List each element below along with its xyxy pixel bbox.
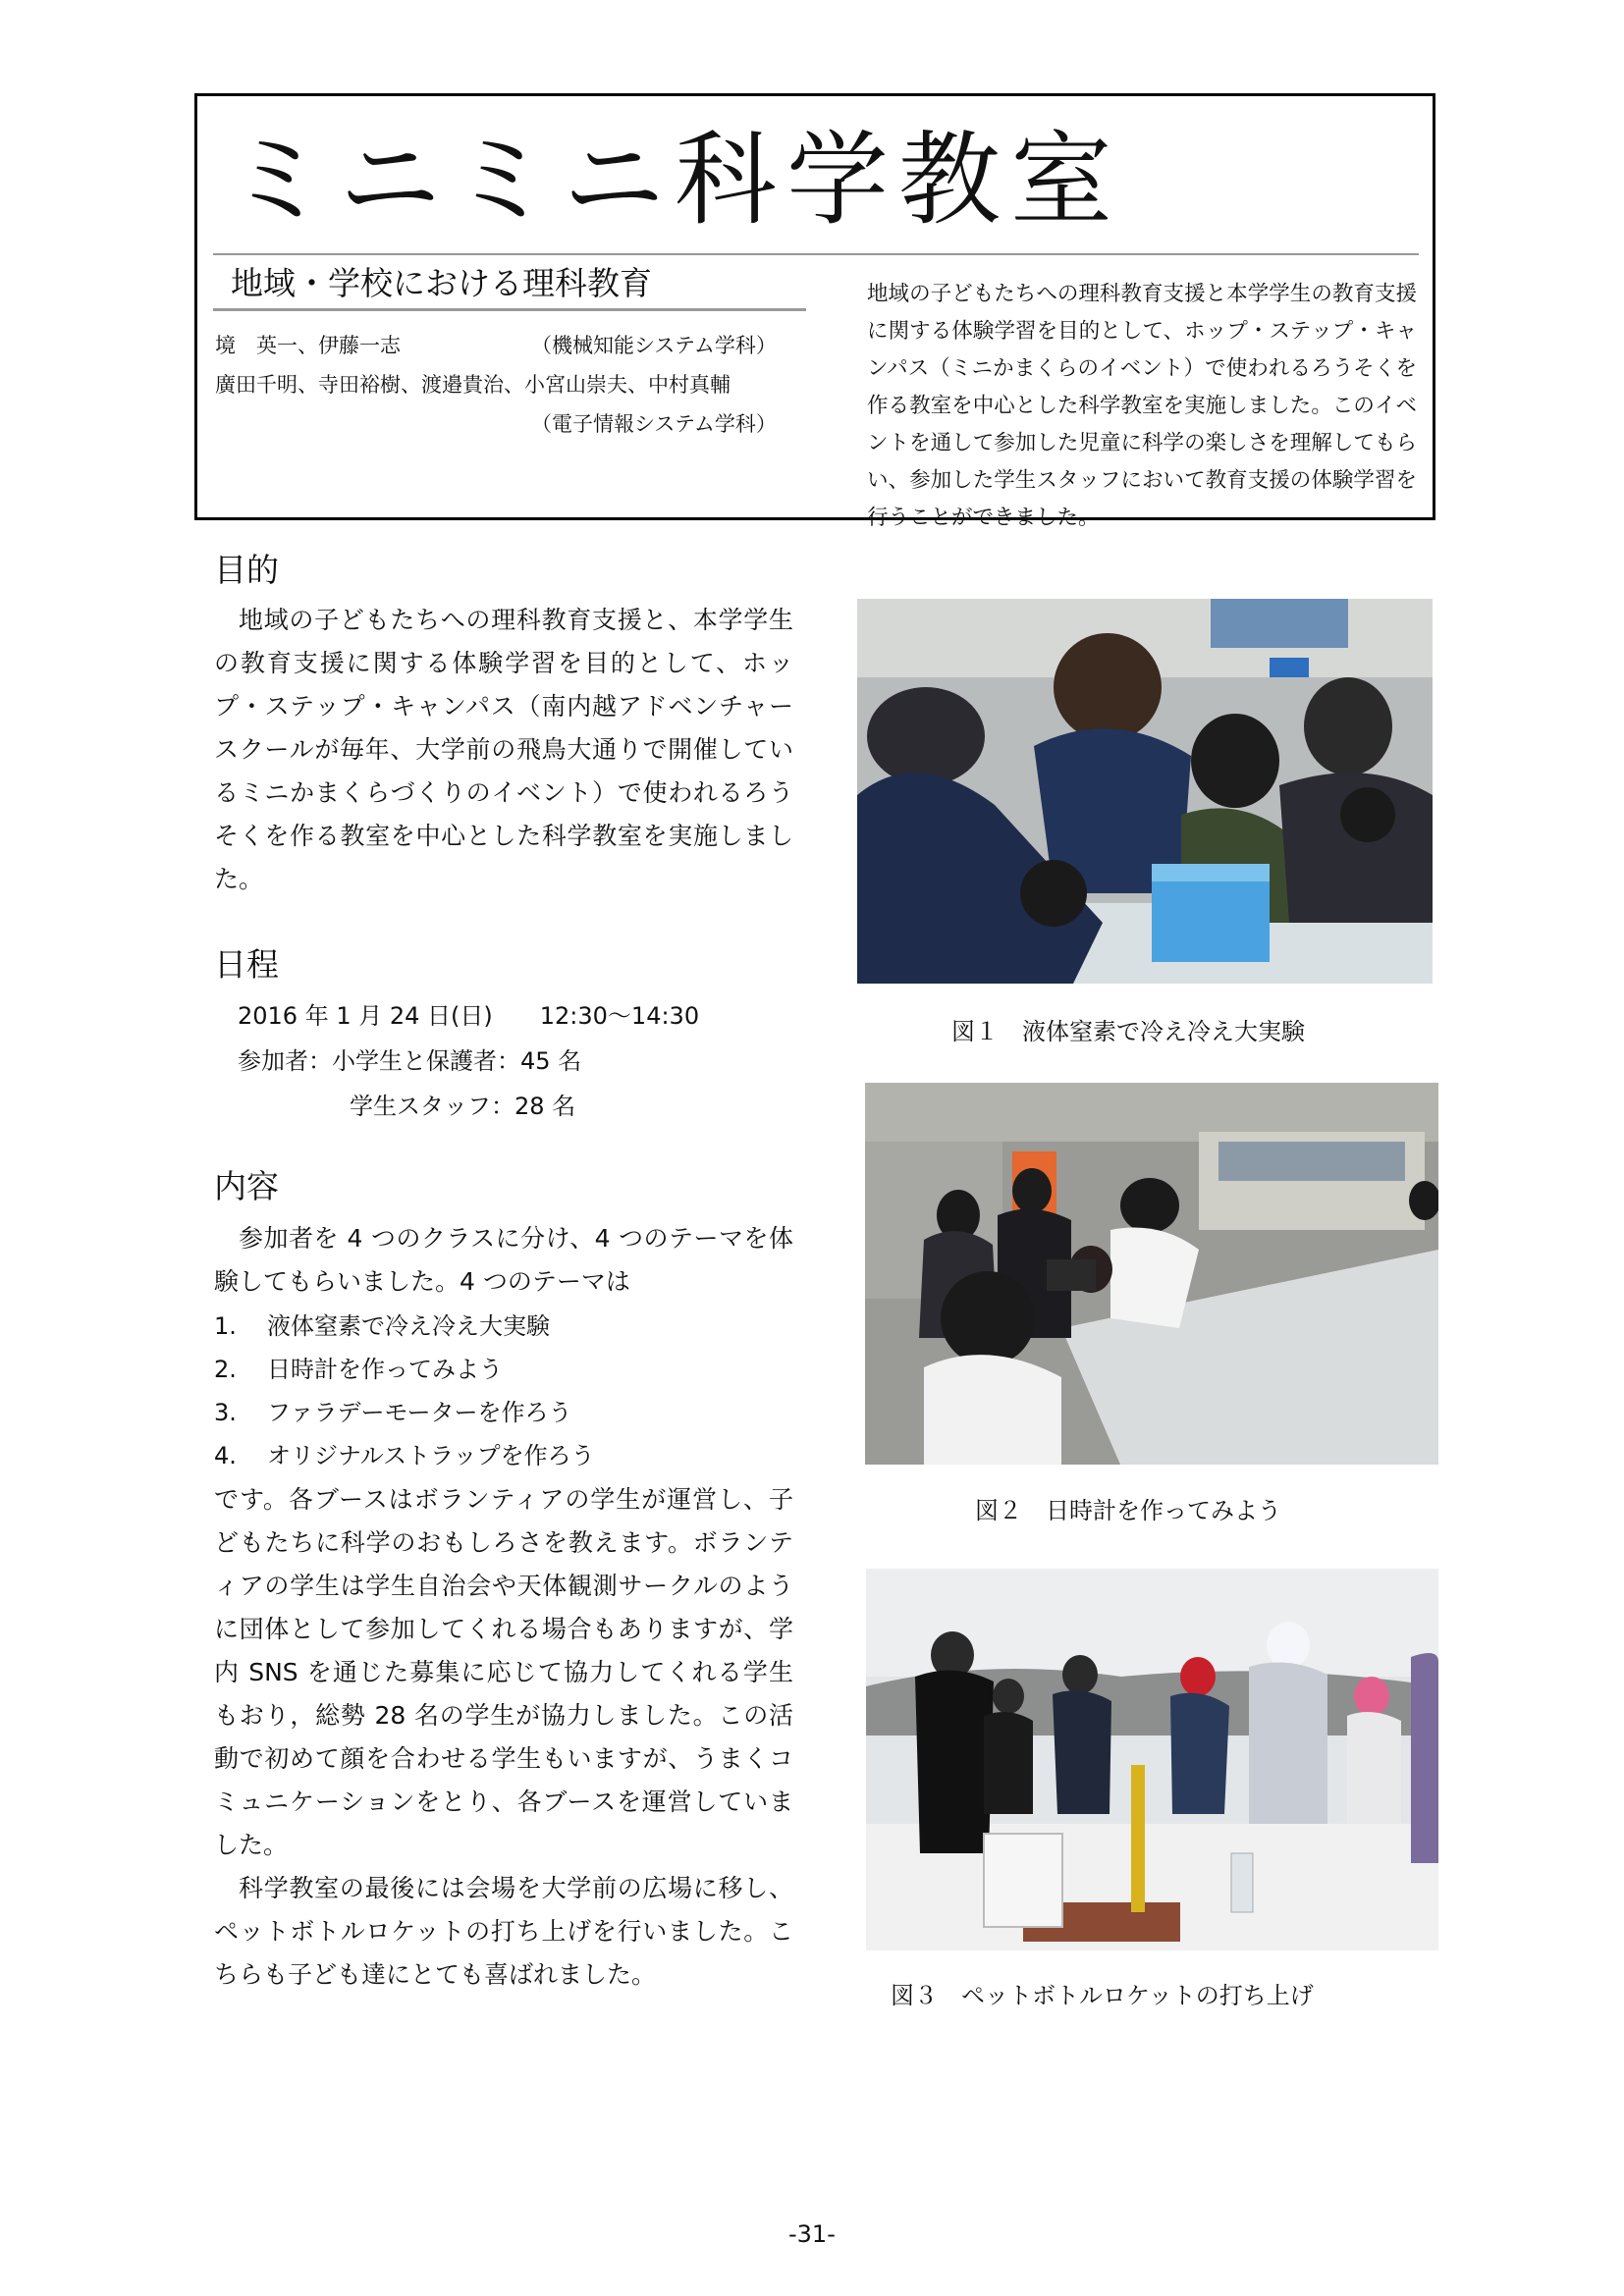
figure-2-photo xyxy=(865,1083,1438,1465)
author-dept-1: （機械知能システム学科） xyxy=(531,334,777,357)
theme-item-2-label: 日時計を作ってみよう xyxy=(267,1356,503,1383)
content-heading: 内容 xyxy=(214,1167,279,1205)
author-names-1: 境 英一、伊藤一志 xyxy=(215,334,401,357)
theme-item-1-num: 1. xyxy=(214,1312,237,1340)
schedule-staff: 学生スタッフ：28 名 xyxy=(350,1093,576,1120)
figure-3-photo xyxy=(866,1569,1438,1950)
content-intro-block xyxy=(214,1217,793,1304)
theme-item-3-label: ファラデーモーターを作ろう xyxy=(267,1399,572,1426)
purpose-heading: 目的 xyxy=(214,551,279,589)
content-body-2: 科学教室の最後には会場を大学前の広場に移し、ペットボトルロケットの打ち上げを行いました。こちらも子ども達にとても喜ばれました。 xyxy=(214,1874,793,1989)
purpose-text: 地域の子どもたちへの理科教育支援と、本学学生の教育支援に関する体験学習を目的として、ホップ・ステップ・キャンパス（南内越アドベンチャースクールが毎年、大学前の飛鳥大通りで開催しているミニかまくらづくりのイベント）で使われるろうそくを作る教室を中心とした科学教室を実施しました。 xyxy=(214,606,793,893)
subtitle-divider xyxy=(213,308,806,311)
page-number: -31- xyxy=(788,2220,836,2248)
figure-1-photo xyxy=(857,599,1433,984)
page-title: ミニミニ科学教室 xyxy=(227,120,1123,240)
figure-3-caption: 図３ ペットボトルロケットの打ち上げ xyxy=(891,1982,1314,2009)
content-body-block xyxy=(214,1478,793,1997)
author-names-2: 廣田千明、寺田裕樹、渡邉貴治、小宮山崇夫、中村真輔 xyxy=(215,373,731,397)
theme-item-4-num: 4. xyxy=(214,1442,237,1469)
header-box xyxy=(194,93,1435,530)
content-intro: 参加者を 4 つのクラスに分け、4 つのテーマを体験してもらいました。4 つのテーマは xyxy=(214,1224,793,1296)
figure-1-caption: 図１ 液体窒素で冷え冷え大実験 xyxy=(951,1018,1305,1045)
schedule-participants: 参加者：小学生と保護者：45 名 xyxy=(238,1047,582,1075)
schedule-heading: 日程 xyxy=(214,945,279,984)
schedule-date: 2016 年 1 月 24 日(日) 12:30～14:30 xyxy=(238,1002,700,1030)
header-divider xyxy=(213,253,1419,255)
author-dept-2: （電子情報システム学科） xyxy=(531,412,777,436)
content-body-1: です。各ブースはボランティアの学生が運営し、子どもたちに科学のおもしろさを教えます。ボランティアの学生は学生自治会や天体観測サークルのように団体として参加してくれる場合もありますが、学内 SNS を通じた募集に応じて協力してくれる学生もおり，総勢 28 名の学生が協力しました。この活動で初めて顔を合わせる学生もいますが、うまくコミュニケーションをとり、各ブースを運営していました。 xyxy=(214,1485,793,1859)
theme-item-3-num: 3. xyxy=(214,1399,237,1426)
theme-item-2-num: 2. xyxy=(214,1356,237,1383)
purpose-text-block xyxy=(214,599,793,901)
subtitle: 地域・学校における理科教育 xyxy=(231,264,652,302)
summary-text: 地域の子どもたちへの理科教育支援と本学学生の教育支援に関する体験学習を目的として、ホップ・ステップ・キャンパス（ミニかまくらのイベント）で使われるろうそくを作る教室を中心とした科学教室を実施しました。このイベントを通して参加した児童に科学の楽しさを理解してもらい、参加した学生スタッフにおいて教育支援の体験学習を行うことができました。 xyxy=(867,282,1417,530)
figure-2-caption: 図２ 日時計を作ってみよう xyxy=(975,1497,1281,1524)
theme-item-4-label: オリジナルストラップを作ろう xyxy=(267,1442,595,1469)
theme-item-1-label: 液体窒素で冷え冷え大実験 xyxy=(267,1312,550,1340)
